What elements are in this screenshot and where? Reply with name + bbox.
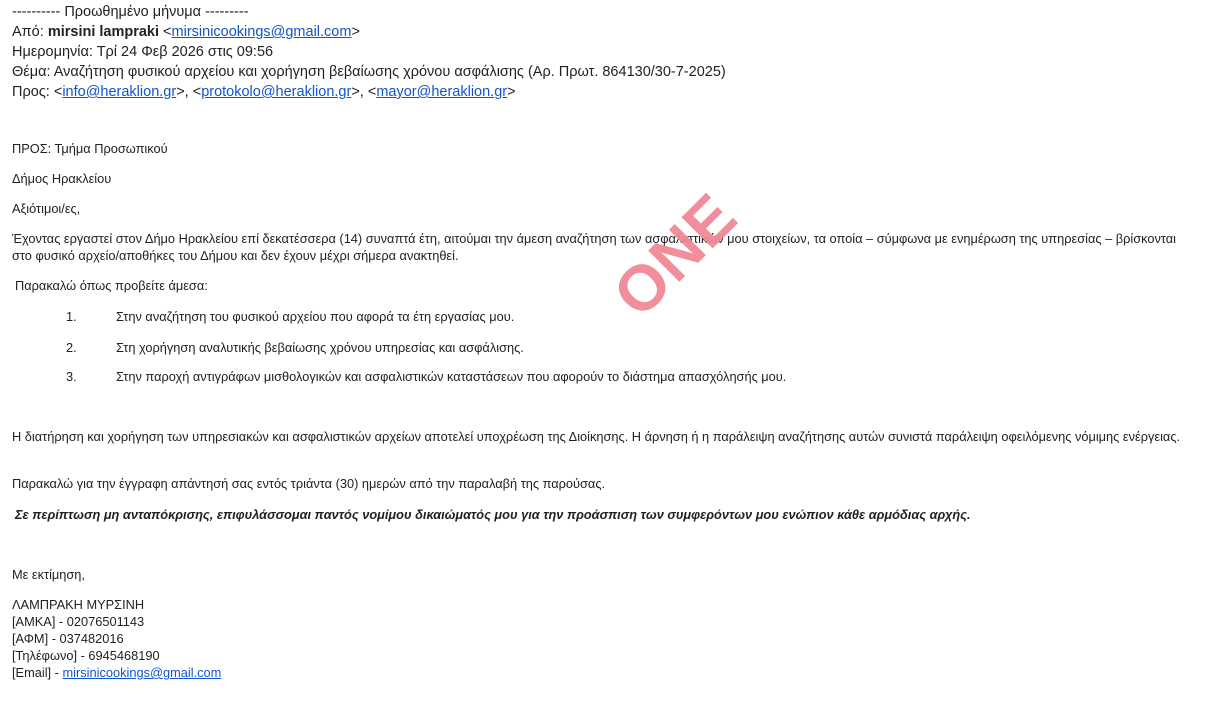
signature-name: ΛΑΜΠΡΑΚΗ ΜΥΡΣΙΝΗ bbox=[12, 597, 145, 612]
date-line bbox=[12, 42, 726, 62]
list-item-text: Στη χορήγηση αναλυτικής βεβαίωσης χρόνου υπηρεσίας και ασφάλισης. bbox=[116, 340, 524, 355]
response-request: Παρακαλώ για την έγγραφη απάντησή σας εντός τριάντα (30) ημερών από την παραλαβή της παρούσας. bbox=[12, 476, 606, 491]
obligation-paragraph: Η διατήρηση και χορήγηση των υπηρεσιακών και ασφαλιστικών αρχείων αποτελεί υποχρέωση της Διοίκησης. Η άρνηση ή η παράλειψη αναζήτησης αυτών συνιστά παράλειψη οφειλόμενης νόμιμης ενέργειας. bbox=[12, 429, 1181, 444]
signature-afm: [ΑΦΜ] - 037482016 bbox=[12, 631, 124, 646]
date-label: Ημερομηνία: bbox=[12, 44, 93, 60]
one-watermark: ONE bbox=[599, 179, 751, 331]
signature-amka: [ΑΜΚΑ] - 02076501143 bbox=[12, 614, 145, 629]
to-label: Προς: bbox=[12, 84, 50, 100]
greeting: Αξιότιμοι/ες, bbox=[12, 201, 81, 216]
list-item-number: 1. bbox=[66, 309, 77, 324]
forwarded-line: ---------- Προωθημένο μήνυμα --------- bbox=[12, 4, 249, 20]
recipient-email-link[interactable]: info@heraklion.gr bbox=[62, 84, 177, 100]
recipient-email-link[interactable]: mayor@heraklion.gr bbox=[376, 84, 508, 100]
list-item-number: 2. bbox=[66, 340, 77, 355]
request-intro: Παρακαλώ όπως προβείτε άμεσα: bbox=[15, 278, 208, 293]
list-item-text: Στην αναζήτηση του φυσικού αρχείου που αφορά τα έτη εργασίας μου. bbox=[116, 309, 515, 324]
to-department: ΠΡΟΣ: Τμήμα Προσωπικού bbox=[12, 141, 168, 156]
municipality: Δήμος Ηρακλείου bbox=[12, 171, 112, 186]
list-item-text: Στην παροχή αντιγράφων μισθολογικών και ασφαλιστικών καταστάσεων που αφορούν το διάστημα απασχόλησής μου. bbox=[116, 369, 787, 384]
list-item bbox=[12, 339, 1112, 356]
signature-phone: [Τηλέφωνο] - 6945468190 bbox=[12, 648, 160, 663]
subject-value: Αναζήτηση φυσικού αρχείου και χορήγηση βεβαίωσης χρόνου ασφάλισης (Αρ. Πρωτ. 864130/30-7-2025) bbox=[53, 64, 726, 80]
from-line: Από: mirsini lampraki <mirsinicookings@gmail.com> bbox=[12, 24, 360, 40]
closing: Με εκτίμηση, bbox=[12, 567, 85, 582]
subject-line bbox=[12, 62, 726, 82]
email-header bbox=[12, 2, 726, 102]
from-label: Από: bbox=[12, 24, 44, 40]
signature-email-line bbox=[12, 664, 221, 681]
to-line: Προς: <info@heraklion.gr>, <protokolo@heraklion.gr>, <mayor@heraklion.gr> bbox=[12, 84, 516, 100]
sender-name: mirsini lampraki bbox=[47, 24, 160, 40]
list-item bbox=[12, 368, 1112, 385]
reservation-statement: Σε περίπτωση μη ανταπόκρισης, επιφυλάσσομαι παντός νομίμου δικαιώματός μου για την προάσπιση των συμφερόντων μου ενώπιον κάθε αρμόδιας αρχής. bbox=[15, 507, 971, 522]
recipient-email-link[interactable]: protokolo@heraklion.gr bbox=[201, 84, 352, 100]
sender-email-link[interactable]: mirsinicookings@gmail.com bbox=[171, 24, 352, 40]
signature-email-label: [Email] - bbox=[12, 665, 59, 680]
list-item bbox=[12, 308, 1112, 325]
list-item-number: 3. bbox=[66, 369, 77, 384]
subject-label: Θέμα: bbox=[12, 64, 51, 80]
intro-paragraph: Έχοντας εργαστεί στον Δήμο Ηρακλείου επί δεκατέσσερα (14) συναπτά έτη, αιτούμαι την άμεση αναζήτηση των ασφαλιστικών μου στοιχείων, τα οποία – σύμφωνα με ενημέρωση της υπηρεσίας – βρίσκονται στο φυσικό αρχείο/αποθήκες του Δήμου και δεν έχουν μέχρι σήμερα ανακτηθεί. bbox=[12, 231, 1176, 263]
signature-email-link[interactable]: mirsinicookings@gmail.com bbox=[62, 665, 222, 680]
date-value: Τρί 24 Φεβ 2026 στις 09:56 bbox=[96, 44, 274, 60]
